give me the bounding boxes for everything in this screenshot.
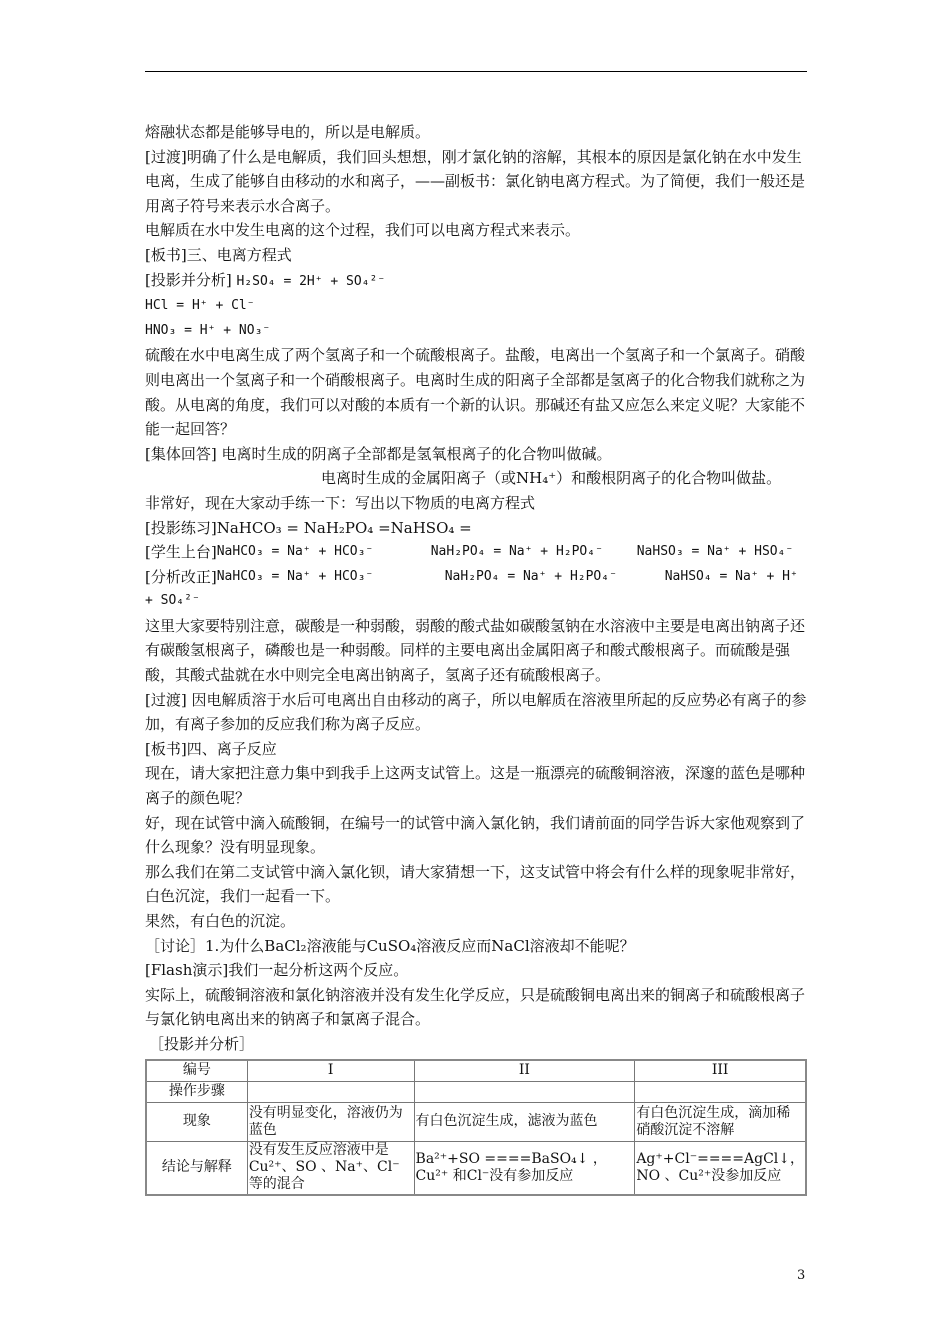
paragraph: [过渡] 因电解质溶于水后可电离出自由移动的离子，所以电解质在溶液里所起的反应势必有离子的参加，有离子参加的反应我们称为离子反应。 [145, 690, 807, 734]
paragraph: [过渡]明确了什么是电解质，我们回头想想，刚才氯化钠的溶解，其根本的原因是氯化钠在水中发生电离，生成了能够自由移动的水和离子，——副板书：氯化钠电离方程式。为了简便，我们一般还是用离子符号来表示水合离子。 [145, 147, 806, 215]
row-label: 现象 [146, 1102, 247, 1141]
equation-a: NaHCO₃ = Na⁺ + HCO₃⁻ [216, 568, 374, 584]
paragraph: 果然，有白色的沉淀。 [145, 912, 296, 930]
table-header-row [146, 1060, 806, 1082]
board-heading: [板书]三、电离方程式 [145, 245, 292, 264]
page-number: 3 [797, 1268, 806, 1283]
equation-line: HCl = H⁺ + Cl⁻ [145, 298, 255, 314]
answer-line: [集体回答] 电离时生成的阴离子全部都是氢氧根离子的化合物叫做碱。 [145, 444, 612, 463]
table-cell: Ba²⁺+SO ====BaSO₄↓ ， Cu²⁺ 和Cl⁻没有参加反应 [414, 1141, 635, 1195]
table-header: 编号 [146, 1060, 247, 1082]
paragraph: [Flash演示]我们一起分析这两个反应。 [145, 961, 409, 980]
table-cell: 有白色沉淀生成，滤液为蓝色 [414, 1102, 635, 1141]
table-cell: Ag⁺+Cl⁻====AgCl↓，NO 、Cu²⁺没参加反应 [635, 1141, 806, 1195]
document-body [145, 120, 807, 1196]
paragraph: 好，现在试管中滴入硫酸铜，在编号一的试管中滴入氯化钠，我们请前面的同学告诉大家他观察到了什么现象？没有明显现象。 [145, 813, 806, 857]
equation-continuation: + SO₄²⁻ [145, 593, 200, 609]
paragraph: 非常好，现在大家动手练一下：写出以下物质的电离方程式 [145, 493, 536, 512]
paragraph: 熔融状态都是能够导电的，所以是电解质。 [145, 123, 431, 141]
analysis-table [145, 1059, 807, 1196]
practice-line: [投影练习]NaHCO₃ = NaH₂PO₄ =NaHSO₄ = [145, 518, 472, 537]
equation-line [145, 268, 807, 295]
table-row [146, 1102, 806, 1141]
paragraph: 电解质在水中发生电离的这个过程，我们可以电离方程式来表示。 [145, 221, 581, 240]
table-cell: 有白色沉淀生成，滴加稀硝酸沉淀不溶解 [635, 1102, 806, 1141]
table-cell [635, 1081, 806, 1102]
equation-text: H₂SO₄ = 2H⁺ + SO₄²⁻ [236, 273, 386, 289]
equation-a: NaHCO₃ = Na⁺ + HCO₃⁻ [216, 544, 374, 560]
paragraph: 实际上，硫酸铜溶液和氯化钠溶液并没有发生化学反应，只是硫酸铜电离出来的铜离子和硫酸根离子与氯化钠电离出来的钠离子和氯离子混合。 [145, 985, 806, 1029]
header-rule [145, 71, 807, 72]
equation-line: HNO₃ = H⁺ + NO₃⁻ [145, 322, 271, 338]
equation-c: NaHSO₄ = Na⁺ + H⁺ [664, 568, 798, 584]
table-cell: 没有发生反应溶液中是Cu²⁺、SO 、Na⁺、Cl⁻等的混合 [247, 1141, 414, 1195]
paragraph: 这里大家要特别注意，碳酸是一种弱酸，弱酸的酸式盐如碳酸氢钠在水溶液中主要是电离出钠离子还有碳酸氢根离子，磷酸也是一种弱酸。同样的主要电离出金属阳离子和酸式酸根离子。而硫酸是强酸，其酸式盐就在水中则完全电离出钠离子，氢离子还有硫酸根离子。 [145, 616, 806, 685]
discussion-line: ［讨论］1.为什么BaCl₂溶液能与CuSO₄溶液反应而NaCl溶液却不能呢？ [145, 936, 635, 955]
table-cell [414, 1081, 635, 1102]
table-header: I [247, 1060, 414, 1082]
corrected-equations [145, 565, 807, 590]
answer-line: 电离时生成的金属阳离子（或NH₄⁺）和酸根阴离子的化合物叫做盐。 [321, 469, 782, 488]
equation-prefix: [投影并分析] [145, 270, 237, 289]
table-cell [247, 1081, 414, 1102]
table-row [146, 1081, 806, 1102]
equation-prefix: [分析改正] [145, 567, 217, 586]
table-label: ［投影并分析］ [149, 1034, 255, 1053]
equation-c: NaHSO₃ = Na⁺ + HSO₄⁻ [636, 544, 794, 560]
equation-b: NaH₂PO₄ = Na⁺ + H₂PO₄⁻ [444, 568, 617, 584]
paragraph: 硫酸在水中电离生成了两个氢离子和一个硫酸根离子。盐酸，电离出一个氢离子和一个氯离子。硝酸则电离出一个氢离子和一个硝酸根离子。电离时生成的阳离子全部都是氢离子的化合物我们就称之为酸。从电离的角度，我们可以对酸的本质有一个新的认识。那碱还有盐又应怎么来定义呢？大家能不能一起回答？ [145, 346, 806, 439]
paragraph: 那么我们在第二支试管中滴入氯化钡，请大家猜想一下，这支试管中将会有什么样的现象呢非常好，白色沉淀，我们一起看一下。 [145, 862, 806, 906]
table-header: III [635, 1060, 806, 1082]
table-header: II [414, 1060, 635, 1082]
equation-prefix: [学生上台] [145, 543, 217, 562]
table-row [146, 1141, 806, 1195]
paragraph: 现在，请大家把注意力集中到我手上这两支试管上。这是一瓶漂亮的硫酸铜溶液，深邃的蓝色是哪种离子的颜色呢？ [145, 764, 806, 808]
student-equations [145, 540, 807, 565]
row-label: 结论与解释 [146, 1141, 247, 1195]
row-label: 操作步骤 [146, 1081, 247, 1102]
equation-b: NaH₂PO₄ = Na⁺ + H₂PO₄⁻ [430, 544, 603, 560]
table-cell: 没有明显变化，溶液仍为蓝色 [247, 1102, 414, 1141]
board-heading: [板书]四、离子反应 [145, 739, 277, 758]
